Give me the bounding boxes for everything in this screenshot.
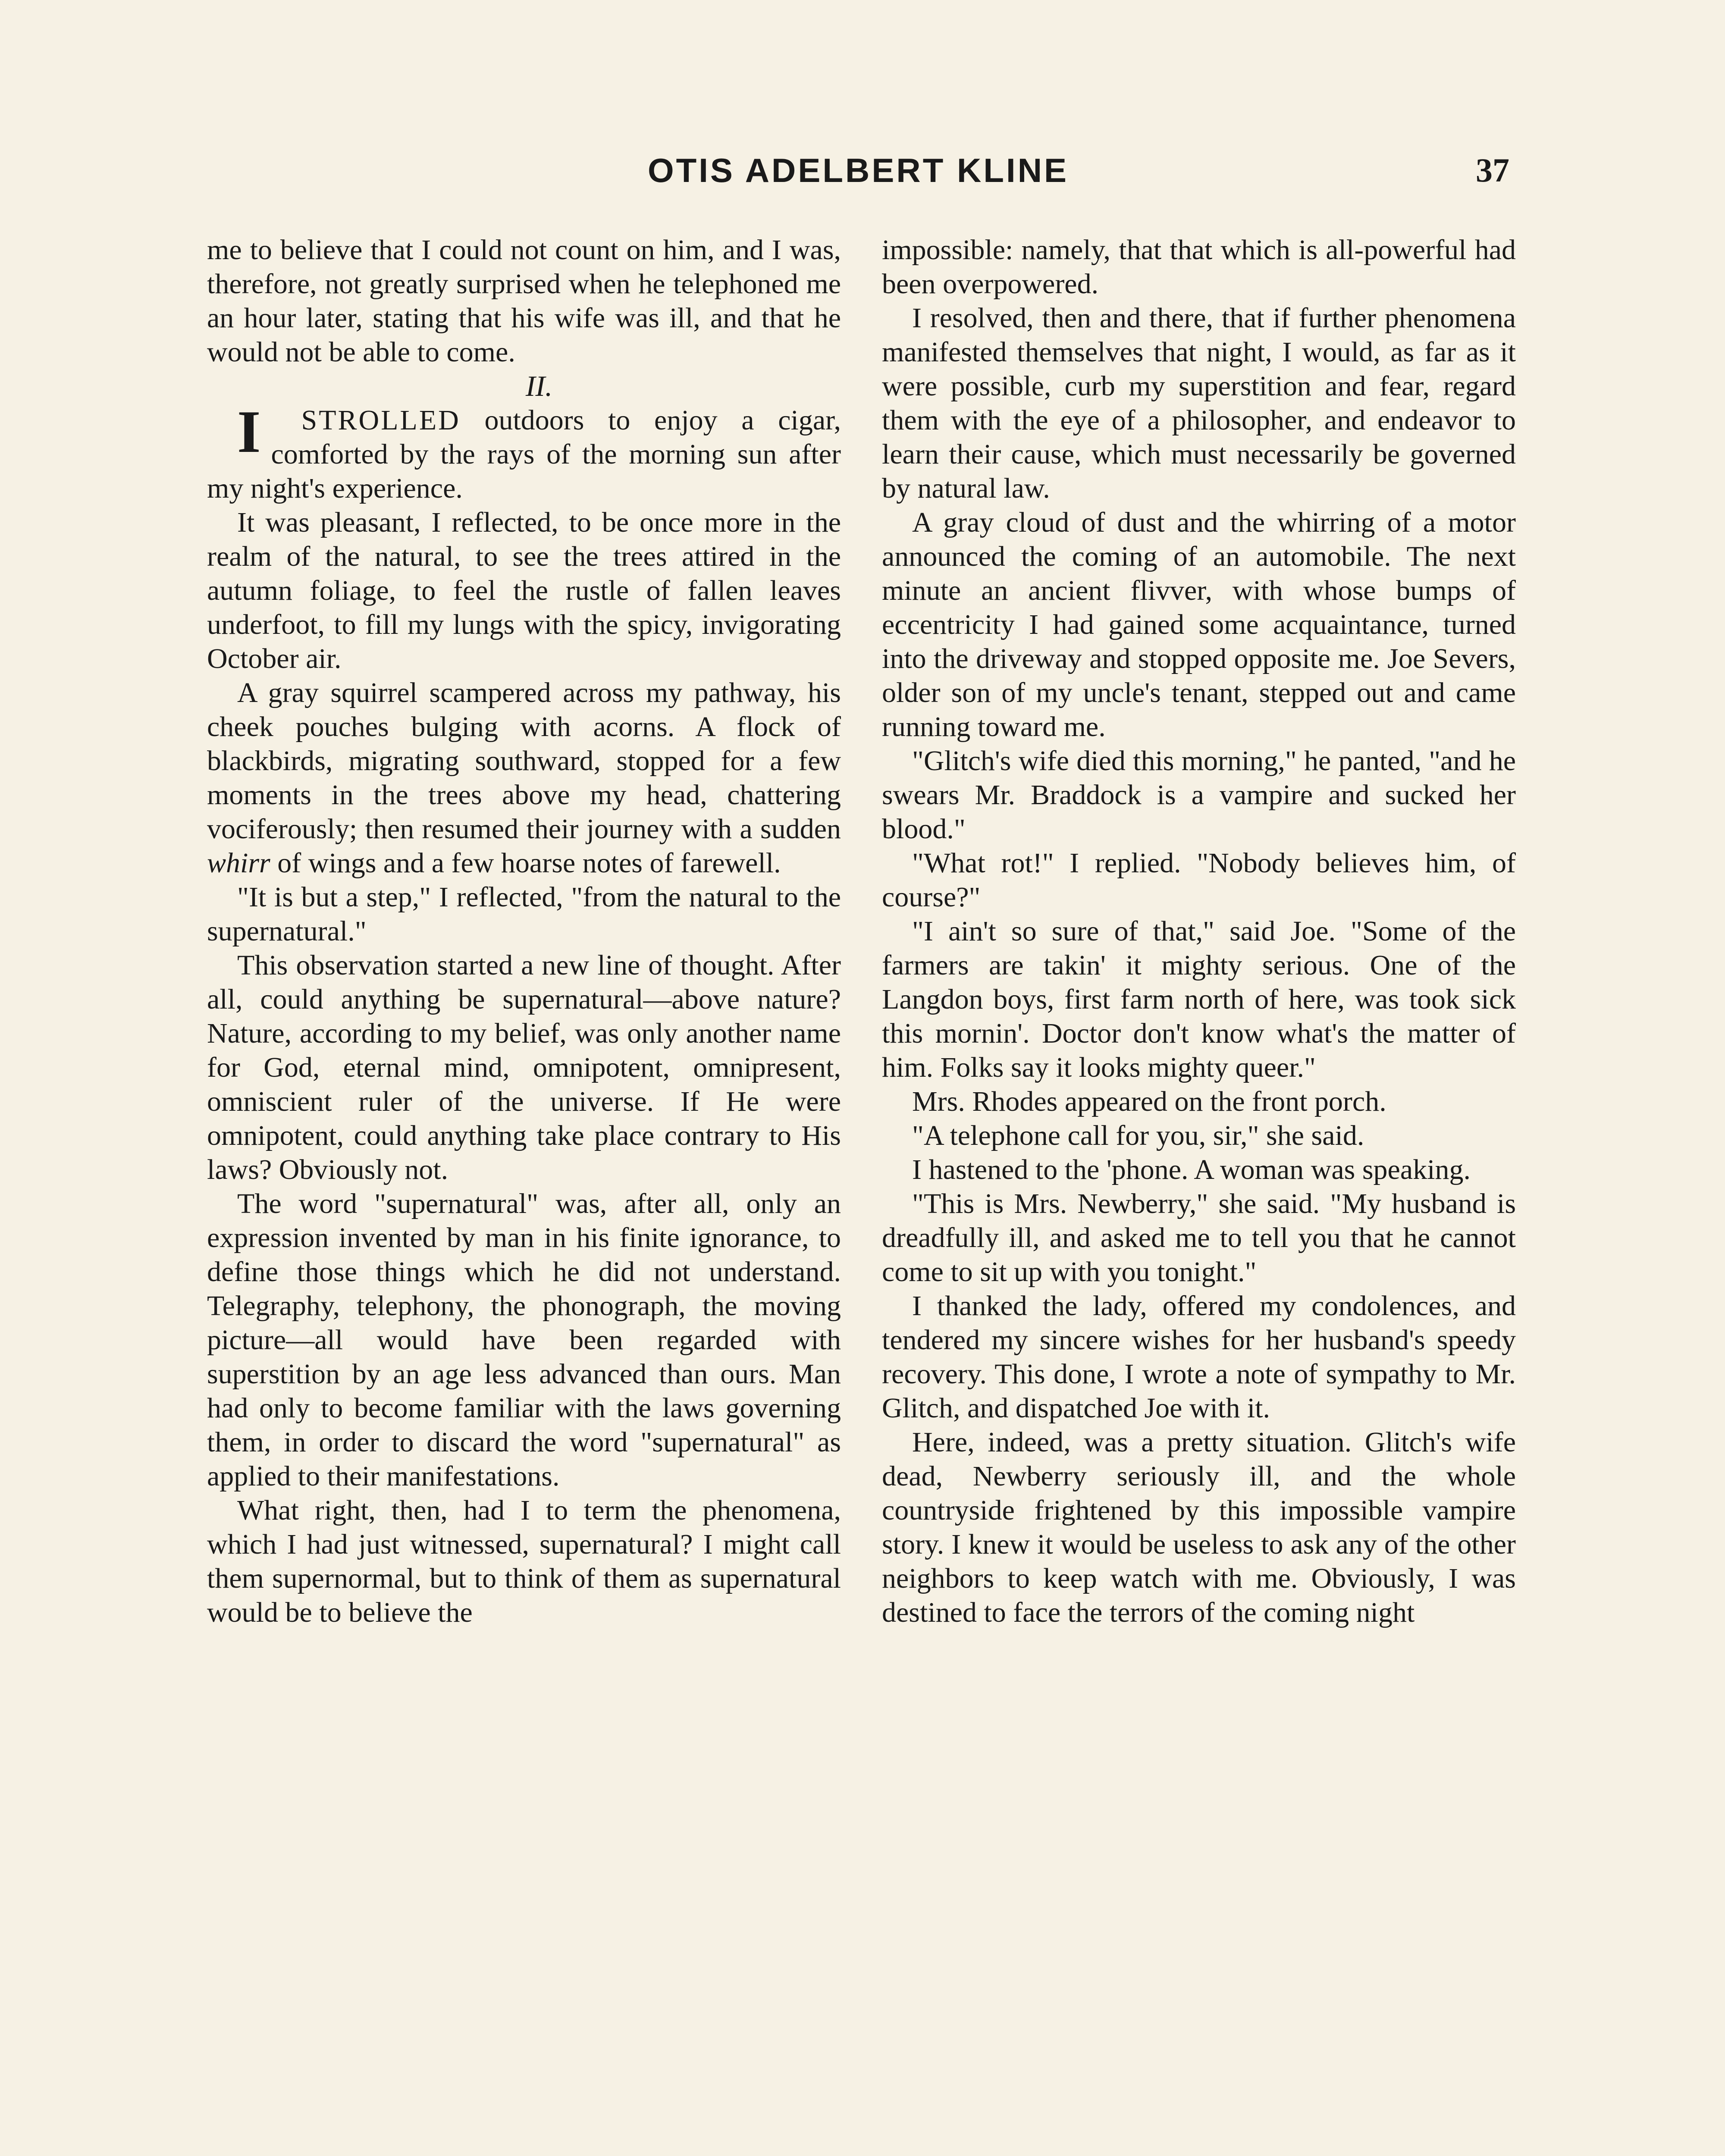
paragraph: "This is Mrs. Newberry," she said. "My husband is dreadfully ill, and asked me to tell you that he cannot come to sit up with you tonight." <box>882 1188 1516 1288</box>
paragraph: A gray cloud of dust and the whirring of a motor announced the coming of an automobile. The next minute an ancient flivver, with whose bumps of eccentricity I had gained some acquaintance, turned into the driveway and stopped opposite me. Joe Severs, older son of my uncle's tenant, stepped out and came running toward me. <box>882 507 1516 743</box>
right-column <box>882 233 1516 1630</box>
paragraph-text: of wings and a few hoarse notes of farewell. <box>270 847 781 879</box>
paragraph: "Glitch's wife died this morning," he panted, "and he swears Mr. Braddock is a vampire and sucked her blood." <box>882 745 1516 845</box>
paragraph: Here, indeed, was a pretty situation. Glitch's wife dead, Newberry seriously ill, and the whole countryside frightened by this impossible vampire story. I knew it would be useless to ask any of the other neighbors to keep watch with me. Obviously, I was destined to face the terrors of the coming night <box>882 1426 1516 1628</box>
drop-cap: I <box>237 398 261 465</box>
running-head <box>207 147 1509 207</box>
paragraph: This observation started a new line of thought. After all, could anything be supernatural—above nature? Nature, according to my belief, was only another name for God, eternal mind, omnipotent, omnipresent, omniscient ruler of the universe. If He were omnipotent, could anything take place contrary to His laws? Obviously not. <box>207 950 841 1185</box>
paragraph: "It is but a step," I reflected, "from the natural to the supernatural." <box>207 881 841 947</box>
chapter-opening-paragraph <box>207 398 841 505</box>
paragraph <box>207 676 841 880</box>
paragraph: me to believe that I could not count on him, and I was, therefore, not greatly surprised when he telephoned me an hour later, stating that his wife was ill, and that he would not be able to come. <box>207 234 841 368</box>
paragraph: I hastened to the 'phone. A woman was speaking. <box>912 1154 1471 1185</box>
lead-word: STROLLED <box>301 404 461 436</box>
paragraph: "What rot!" I replied. "Nobody believes him, of course?" <box>882 847 1516 913</box>
paragraph: impossible: namely, that that which is all-powerful had been overpowered. <box>882 234 1516 300</box>
author-running-title: OTIS ADELBERT KLINE <box>647 151 1069 189</box>
left-column <box>207 233 841 1630</box>
paragraph: The word "supernatural" was, after all, only an expression invented by man in his finite ignorance, to define those things which he did not understand. Telegraphy, telephony, the phonograph, the moving picture—all would have been regarded with superstition by an age less advanced than ours. Man had only to become familiar with the laws governing them, in order to discard the word "supernatural" as applied to their manifestations. <box>207 1188 841 1492</box>
paragraph: Mrs. Rhodes appeared on the front porch. <box>912 1086 1386 1117</box>
paragraph-text: A gray squirrel scampered across my pathway, his cheek pouches bulging with acorns. A flock of blackbirds, migrating southward, stopped for a few moments in the trees above my head, chattering vociferously; then resumed their journey with a sudden <box>207 677 841 845</box>
emphasis-text: whirr <box>207 847 270 879</box>
paragraph-text: outdoors to enjoy a cigar, comforted by the rays of the morning sun after my night's experience. <box>207 404 841 504</box>
paragraph: It was pleasant, I reflected, to be once more in the realm of the natural, to see the trees attired in the autumn foliage, to feel the rustle of fallen leaves underfoot, to fill my lungs with the spicy, invigorating October air. <box>207 507 841 674</box>
paragraph: What right, then, had I to term the phenomena, which I had just witnessed, supernatural? I might call them supernormal, but to think of them as supernatural would be to believe the <box>207 1495 841 1628</box>
paragraph: "I ain't so sure of that," said Joe. "Some of the farmers are takin' it mighty serious. One of the Langdon boys, first farm north of here, was took sick this mornin'. Doctor don't know what's the matter of him. Folks say it looks mighty queer." <box>882 915 1516 1083</box>
paragraph: I thanked the lady, offered my condolences, and tendered my sincere wishes for her husband's speedy recovery. This done, I wrote a note of sympathy to Mr. Glitch, and dispatched Joe with it. <box>882 1290 1516 1424</box>
page-number: 37 <box>1476 151 1509 189</box>
section-number: II. <box>525 370 553 402</box>
paragraph: I resolved, then and there, that if further phenomena manifested themselves that night, I would, as far as it were possible, curb my superstition and fear, regard them with the eye of a philosopher, and endeavor to learn their cause, which must necessarily be governed by natural law. <box>882 302 1516 504</box>
paragraph: "A telephone call for you, sir," she said. <box>912 1120 1364 1151</box>
